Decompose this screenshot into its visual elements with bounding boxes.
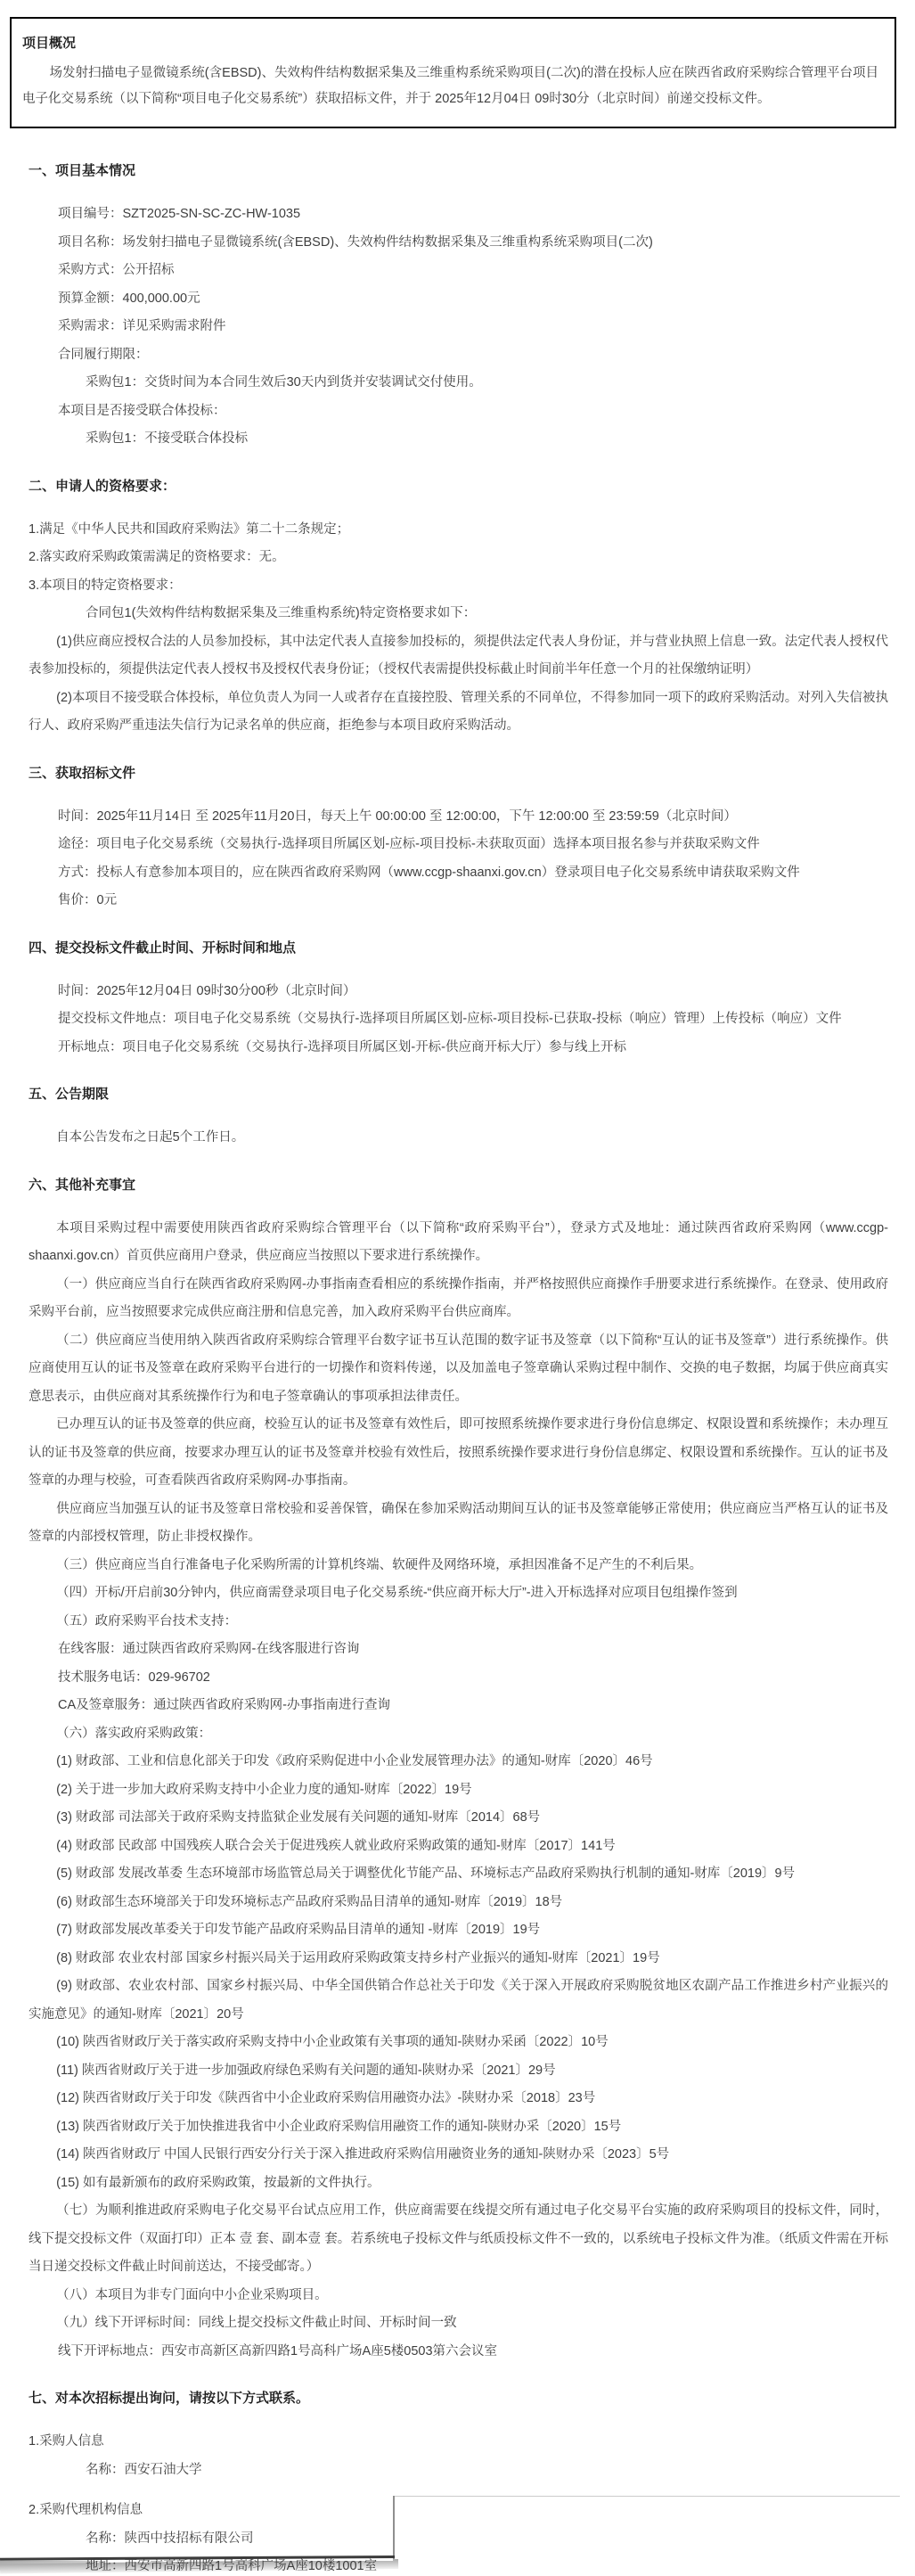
section-heading: 六、其他补充事宜 [29,1177,136,1193]
doc-line: 名称：西安石油大学 [86,2462,202,2477]
doc-line: 时间：2025年12月04日 09时30分00秒（北京时间） [58,983,356,998]
doc-line: 在线客服：通过陕西省政府采购网-在线客服进行咨询 [58,1642,360,1656]
doc-line: 2.落实政府采购政策需满足的资格要求：无。 [29,550,285,564]
doc-line: 地址：西安市高新四路1号高科广场A座10楼1001室 [86,2559,378,2573]
doc-line: 合同履行期限： [58,347,149,362]
agency-info-box [0,2486,393,2573]
doc-line: (4) 财政部 民政部 中国残疾人联合会关于促进残疾人就业政府采购政策的通知-财库〔2017〕141号 [56,1838,616,1853]
doc-line: （八）本项目为非专门面向中小企业采购项目。 [56,2287,328,2302]
doc-line: （五）政府采购平台技术支持： [56,1613,238,1628]
doc-line: (1)供应商应授权合法的人员参加投标，其中法定代表人直接参加投标的，须提供法定代表人身份证，并与营业执照上信息一致。法定代表人授权代表参加投标的，须提供法定代表人授权书及授权代表身份证；（授权代表需提供投标截止时间前半年任意一个月的社保缴纳证明） [29,634,888,677]
doc-line: （六）落实政府采购政策： [56,1726,212,1741]
doc-line: (7) 财政部发展改革委关于印发节能产品政府采购品目清单的通知 -财库〔2019〕19号 [56,1923,541,1937]
doc-line: (6) 财政部生态环境部关于印发环境标志产品政府采购品目清单的通知-财库〔2019〕18号 [56,1894,563,1909]
doc-line: 2.采购代理机构信息 [29,2503,143,2517]
doc-line: (10) 陕西省财政厅关于落实政府采购支持中小企业政策有关事项的通知-陕财办采函〔2022〕10号 [56,2035,609,2049]
doc-line: 自本公告发布之日起5个工作日。 [56,1130,245,1144]
doc-line: （四）开标/开启前30分钟内，供应商需登录项目电子化交易系统-“供应商开标大厅”-进入开标选择对应项目包组操作签到 [56,1586,738,1600]
doc-line: (8) 财政部 农业农村部 国家乡村振兴局关于运用政府采购政策支持乡村产业振兴的通知-财库〔2021〕19号 [56,1950,660,1965]
section-heading: 五、公告期限 [29,1087,110,1102]
doc-line: 1.采购人信息 [29,2434,104,2449]
doc-line: 项目名称：场发射扫描电子显微镜系统(含EBSD)、失效构件结构数据采集及三维重构系统采购项目(二次) [58,234,653,250]
agency-box-right-edge-line [393,2496,395,2559]
doc-line: (2) 关于进一步加大政府采购支持中小企业力度的通知-财库〔2022〕19号 [56,1782,472,1797]
doc-line: (13) 陕西省财政厅关于加快推进我省中小企业政府采购信用融资工作的通知-陕财办采〔2020〕15号 [56,2119,622,2134]
doc-line: (9) 财政部、农业农村部、国家乡村振兴局、中华全国供销合作总社关于印发《关于深入开展政府采购脱贫地区农副产品工作推进乡村产业振兴的实施意见》的通知-财库〔2021〕20号 [29,1979,888,2022]
doc-line: 时间：2025年11月14日 至 2025年11月20日，每天上午 00:00:00 至 12:00:00，下午 12:00:00 至 23:59:59（北京时间） [58,808,737,824]
doc-line: (5) 财政部 发展改革委 生态环境部市场监管总局关于调整优化节能产品、环境标志产品政府采购执行机制的通知-财库〔2019〕9号 [56,1866,796,1881]
doc-line: 合同包1(失效构件结构数据采集及三维重构系统)特定资格要求如下： [86,606,477,620]
doc-line: 开标地点：项目电子化交易系统（交易执行-选择项目所属区划-开标-供应商开标大厅）参与线上开标 [58,1039,626,1054]
doc-line: （一）供应商应当自行在陕西省政府采购网-办事指南查看相应的系统操作指南，并严格按照供应商操作手册要求进行系统操作。在登录、使用政府采购平台前，应当按照要求完成供应商注册和信息完善，加入政府采购平台供应商库。 [29,1276,888,1319]
doc-line: 线下开评标地点：西安市高新区高新四路1号高科广场A座5楼0503第六会议室 [58,2343,498,2359]
doc-line: （七）为顺利推进政府采购电子化交易平台试点应用工作，供应商需要在线提交所有通过电子化交易平台实施的政府采购项目的投标文件，同时，线下提交投标文件（双面打印）正本 壹 套、副本壹 套。若系统电子投标文件与纸质投标文件不一致的，以系统电子投标文件为准。（纸质文件需在开标当日递交投标文件截止时间前送达，不接受邮寄。） [29,2203,888,2274]
doc-line: (14) 陕西省财政厅 中国人民银行西安分行关于深入推进政府采购信用融资业务的通知-陕财办采〔2023〕5号 [56,2147,670,2162]
doc-line: 采购需求：详见采购需求附件 [58,319,226,333]
section-heading: 三、获取招标文件 [29,765,136,781]
doc-line: 本项目采购过程中需要使用陕西省政府采购综合管理平台（以下简称“政府采购平台”），登录方式及地址：通过陕西省政府采购网（www.ccgp-shaanxi.gov.cn）首页供应商用户登录，供应商应当按照以下要求进行系统操作。 [29,1220,888,1263]
doc-line: CA及签章服务：通过陕西省政府采购网-办事指南进行查询 [58,1698,390,1712]
doc-line: 售价：0元 [58,893,118,907]
doc-line: (1) 财政部、工业和信息化部关于印发《政府采购促进中小企业发展管理办法》的通知-财库〔2020〕46号 [56,1754,653,1768]
doc-line: 采购包1：交货时间为本合同生效后30天内到货并安装调试交付使用。 [86,375,482,390]
content-bottom-edge-line [393,2496,900,2497]
doc-line: 本项目是否接受联合体投标： [58,403,226,418]
section-heading: 七、对本次招标提出询问，请按以下方式联系。 [29,2391,310,2406]
section-heading: 一、项目基本情况 [29,163,136,178]
project-overview-box [10,17,896,128]
doc-line: 名称：陕西中技招标有限公司 [86,2531,254,2546]
doc-line: 技术服务电话：029-96702 [58,1669,210,1685]
doc-line: 供应商应当加强互认的证书及签章日常校验和妥善保管，确保在参加采购活动期间互认的证书及签章能够正常使用；供应商应当严格互认的证书及签章的内部授权管理，防止非授权操作。 [29,1501,888,1544]
doc-line: （九）线下开评标时间：同线上提交投标文件截止时间、开标时间一致 [56,2316,457,2330]
overview-title: 项目概况 [22,36,77,51]
doc-line: (15) 如有最新颁布的政府采购政策，按最新的文件执行。 [56,2175,380,2190]
doc-line: 提交投标文件地点：项目电子化交易系统（交易执行-选择项目所属区划-应标-项目投标-已获取-投标（响应）管理）上传投标（响应）文件 [58,1012,842,1026]
section-heading: 四、提交投标文件截止时间、开标时间和地点 [29,939,297,956]
doc-line: 3.本项目的特定资格要求： [29,578,182,593]
doc-line: （二）供应商应当使用纳入陕西省政府采购综合管理平台数字证书互认范围的数字证书及签章（以下简称“互认的证书及签章”）进行系统操作。供应商使用互认的证书及签章在政府采购平台进行的一切操作和资料传递，以及加盖电子签章确认采购过程中制作、交换的电子数据，均属于供应商真实意思表示，由供应商对其系统操作行为和电子签章确认的事项承担法律责任。 [29,1333,888,1404]
doc-line: (11) 陕西省财政厅关于进一步加强政府绿色采购有关问题的通知-陕财办采〔2021〕29号 [56,2063,556,2078]
doc-line: 已办理互认的证书及签章的供应商，校验互认的证书及签章有效性后，即可按照系统操作要求进行身份信息绑定、权限设置和系统操作；未办理互认的证书及签章的供应商，按要求办理互认的证书及签章并校验有效性后，按照系统操作要求进行身份信息绑定、权限设置和系统操作。互认的证书及签章的办理与校验，可查看陕西省政府采购网-办事指南。 [29,1417,888,1488]
doc-line: 方式：投标人有意参加本项目的，应在陕西省政府采购网（www.ccgp-shaanxi.gov.cn）登录项目电子化交易系统申请获取采购文件 [58,865,800,880]
doc-line: 采购方式：公开招标 [58,263,175,277]
doc-line: （三）供应商应当自行准备电子化采购所需的计算机终端、软硬件及网络环境，承担因准备不足产生的不利后果。 [56,1557,703,1572]
document-sections [0,157,915,2540]
doc-line: 预算金额：400,000.00元 [58,291,200,306]
overview-body: 场发射扫描电子显微镜系统(含EBSD)、失效构件结构数据采集及三维重构系统采购项目(二次)的潜在投标人应在陕西省政府采购综合管理平台项目电子化交易系统（以下简称“项目电子化交易系统”）获取招标文件，并于 2025年12月04日 09时30分（北京时间）前递交投标文件。 [22,66,878,106]
section-heading: 二、申请人的资格要求： [29,478,176,494]
doc-line: 项目编号：SZT2025-SN-SC-ZC-HW-1035 [58,207,301,221]
doc-line: (3) 财政部 司法部关于政府采购支持监狱企业发展有关问题的通知-财库〔2014〕68号 [56,1810,541,1825]
doc-line: 1.满足《中华人民共和国政府采购法》第二十二条规定； [29,521,350,537]
doc-line: (12) 陕西省财政厅关于印发《陕西省中小企业政府采购信用融资办法》-陕财办采〔2018〕23号 [56,2091,596,2105]
doc-line: (2)本项目不接受联合体投标，单位负责人为同一人或者存在直接控股、管理关系的不同单位，不得参加同一项下的政府采购活动。对列入失信被执行人、政府采购严重违法失信行为记录名单的供应商，拒绝参与本项目政府采购活动。 [29,690,888,733]
doc-line: 途径：项目电子化交易系统（交易执行-选择项目所属区划-应标-项目投标-未获取页面）选择本项目报名参与并获取采购文件 [58,837,760,851]
doc-line: 采购包1：不接受联合体投标 [86,431,249,446]
